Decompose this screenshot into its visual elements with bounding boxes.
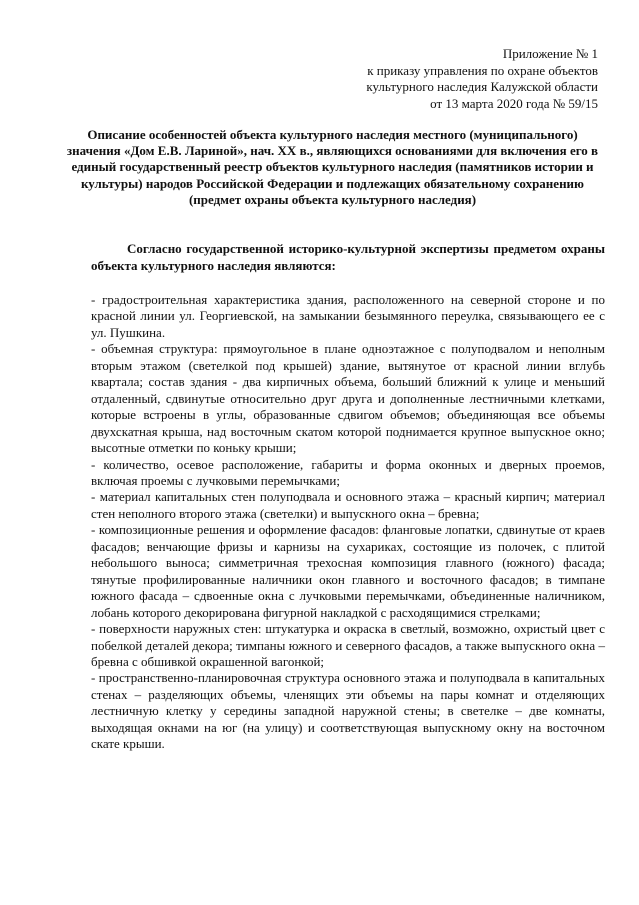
annex-header <box>278 46 598 112</box>
annex-number: Приложение № 1 <box>502 46 598 61</box>
list-item: - количество, осевое расположение, габариты и форма оконных и дверных проемов, включая проемы с лучковыми перемычками; <box>91 456 605 488</box>
list-item: - пространственно-планировочная структура основного этажа и полуподвала в капитальных стенах – разделяющих объемы, членящих эти объемы на пары комнат и отделяющих лестничную клетку у середины западной наружной стены; в светелке – две комнаты, выходящая окнами на юг (на улицу) и соответствующая выпускному окну на восточном скате крыши. <box>91 670 605 752</box>
annex-date: от 13 марта 2020 года № 59/15 <box>430 95 598 111</box>
annex-order-ref: к приказу управления по охране объектов <box>367 62 598 78</box>
list-item: - материал капитальных стен полуподвала и основного этажа – красный кирпич; материал стен неполного второго этажа (светелки) и выпускного окна – бревна; <box>91 489 605 521</box>
annex-authority: культурного наследия Калужской области <box>366 79 598 94</box>
protection-items-list <box>91 292 605 753</box>
list-item: - поверхности наружных стен: штукатурка и окраска в светлый, возможно, охристый цвет с побелкой деталей декора; тимпаны южного и северного фасадов, а также выпускного окна – бревна с обшивкой окрашенной вагонкой; <box>91 621 605 669</box>
list-item: - объемная структура: прямоугольное в плане одноэтажное с полуподвалом и неполным вторым этажом (светелкой под крышей) здание, вытянутое от красной линии вглубь квартала; состав здания - два кирпичных объема, больший ближний к улице и меньший отдаленный, сдвинутые относительно друг друга и дополненные лестничными клетками, которые встроены в углы, образованные сдвигом объемов; объединяющая все объемы двухскатная крыша, над восточным скатом которой поднимается крупное выпускное окно; высотные отметки по коньку крыши; <box>91 341 605 456</box>
list-item: - композиционные решения и оформление фасадов: фланговые лопатки, сдвинутые от краев фасадов; венчающие фризы и карнизы на сухариках, состоящие из полочек, с плитой небольшого выноса; симметричная трехосная композиция главного (южного) фасада; тянутые профилированные наличники окон главного и восточного фасадов; в тимпане южного фасада – сдвоенные окна с лучковыми перемычками, объединенные наличником, лобань которого декорирована фигурной накладкой с расходящимися стрелками; <box>91 522 605 620</box>
document-title: Описание особенностей объекта культурного наследия местного (муниципального) значения «Дом Е.В. Лариной», нач. XX в., являющихся основаниями для включения его в единый государственный реестр объектов культурного наследия (памятников истории и культуры) народов Российской Федерации и подлежащих обязательному сохранению (предмет охраны объекта культурного наследия) <box>66 127 599 207</box>
list-item: - градостроительная характеристика здания, расположенного на северной стороне и по красной линии ул. Георгиевской, на замыкании безымянного переулка, связывающего ее с ул. Пушкина. <box>91 292 605 340</box>
intro-paragraph: Согласно государственной историко-культурной экспертизы предметом охраны объекта культурного наследия являются: <box>91 241 605 273</box>
